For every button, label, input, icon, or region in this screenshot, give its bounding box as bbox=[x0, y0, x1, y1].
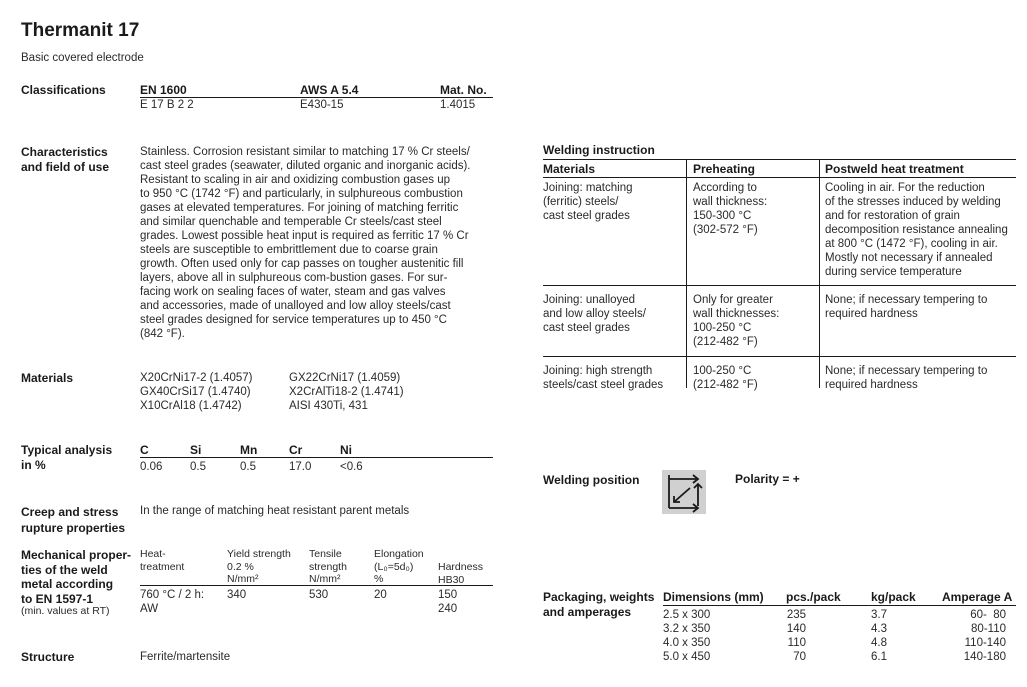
pack-row-kg: 3.7 bbox=[871, 609, 887, 621]
wi-row1-material: Joining: matching (ferritic) steels/ cast steel grades bbox=[543, 182, 633, 222]
pack-row-amp: 110-140 bbox=[964, 637, 1006, 649]
mech-head-elong: Elongation (L₀=5d₀) % bbox=[374, 548, 424, 585]
mech-row1-elong: 20 bbox=[374, 589, 387, 601]
structure-label: Structure bbox=[21, 650, 75, 664]
wi-top-rule bbox=[543, 159, 1016, 160]
pack-row-amp: 140-180 bbox=[963, 651, 1006, 663]
pack-row-pcs: 140 bbox=[786, 623, 806, 635]
mech-head-heat: Heat- treatment bbox=[140, 548, 185, 573]
wi-head-rule bbox=[543, 177, 1016, 178]
analysis-value-mn: 0.5 bbox=[240, 461, 256, 473]
wi-vrule-1 bbox=[686, 160, 687, 388]
class-matno-value: 1.4015 bbox=[440, 99, 476, 111]
pack-rule bbox=[663, 605, 1016, 606]
polarity-label: Polarity = + bbox=[735, 472, 800, 486]
creep-text: In the range of matching heat resistant parent metals bbox=[140, 505, 410, 517]
materials-label: Materials bbox=[21, 371, 74, 385]
pack-row-dims: 4.0 x 350 bbox=[663, 637, 711, 649]
pack-row-dims: 5.0 x 450 bbox=[663, 651, 711, 663]
analysis-head-mn: Mn bbox=[240, 443, 258, 457]
mechanical-note: (min. values at RT) bbox=[21, 605, 110, 617]
materials-col1: X20CrNi17-2 (1.4057) GX40CrSi17 (1.4740) X10CrAl18 (1.4742) bbox=[140, 372, 253, 412]
pack-row-pcs: 235 bbox=[786, 609, 806, 621]
creep-label: Creep and stress rupture properties bbox=[21, 505, 126, 535]
class-en-value: E 17 B 2 2 bbox=[140, 99, 194, 111]
page-title: Thermanit 17 bbox=[21, 20, 140, 41]
pack-head-amp: Amperage A bbox=[942, 590, 1013, 604]
pack-row-dims: 2.5 x 300 bbox=[663, 609, 711, 621]
wi-head-preheat: Preheating bbox=[693, 162, 756, 176]
analysis-head-cr: Cr bbox=[289, 443, 303, 457]
pack-row-dims: 3.2 x 350 bbox=[663, 623, 711, 635]
wi-row1-rule bbox=[543, 285, 1016, 286]
class-en-head: EN 1600 bbox=[140, 83, 187, 97]
wi-row3-pwht: None; if necessary tempering to required hardness bbox=[825, 365, 988, 391]
analysis-value-c: 0.06 bbox=[140, 461, 163, 473]
analysis-value-si: 0.5 bbox=[190, 461, 206, 473]
wi-head-pwht: Postweld heat treatment bbox=[825, 162, 964, 176]
wi-vrule-2 bbox=[819, 160, 820, 388]
wi-head-materials: Materials bbox=[543, 162, 596, 176]
welding-position-label: Welding position bbox=[543, 473, 640, 487]
classifications-label: Classifications bbox=[21, 83, 106, 97]
pack-head-kg: kg/pack bbox=[871, 590, 916, 604]
mech-head-tensile: Tensile strength N/mm² bbox=[309, 548, 347, 585]
wi-row1-pwht: Cooling in air. For the reduction of the stresses induced by welding and for restoration of grain decomposition resistance annealing at 800 °C (1472 °F), cooling in air. Mostly not necessary if annealed during service temperature bbox=[825, 182, 1008, 278]
wi-row2-material: Joining: unalloyed and low alloy steels/ cast steel grades bbox=[543, 294, 646, 334]
mech-rule bbox=[140, 585, 493, 586]
mechanical-label: Mechanical proper- ties of the weld metal according to EN 1597-1 bbox=[21, 548, 132, 606]
pack-row-amp: 60- 80 bbox=[970, 609, 1006, 621]
pack-row-pcs: 70 bbox=[793, 651, 806, 663]
materials-col2: GX22CrNi17 (1.4059) X2CrAlTi18-2 (1.4741) AISI 430Ti, 431 bbox=[289, 372, 404, 412]
characteristics-text: Stainless. Corrosion resistant similar to matching 17 % Cr steels/ cast steel grades (seawater, diluted organic and inorganic acids). Resistant to scaling in air and oxidizing combustion gases up to 950 °C (1742 °F) and particularly, in sulphureous combustion gases at elevated temperatures. For joining of matching ferritic and similar quenchable and temperable Cr steels/cast steel grades. Lowest possible heat input is required as ferritic 17 % Cr steels are susceptible to embrittlement due to coarse grain growth. Often used only for cap passes on tougher austenitic fill layers, above all in sulphureous com-bustion gases. For sur- facing work on sealing faces of water, steam and gas valves and accessories, made of unalloyed and low alloy steels/cast steel grades designed for service temperatures up to 450 °C (842 °F). bbox=[140, 146, 471, 340]
wi-row3-material: Joining: high strength steels/cast steel grades bbox=[543, 365, 664, 391]
welding-positions-icon bbox=[662, 470, 706, 514]
mech-row2-heat: AW bbox=[140, 603, 159, 615]
analysis-value-ni: <0.6 bbox=[340, 461, 363, 473]
class-aws-value: E430-15 bbox=[300, 99, 344, 111]
characteristics-label: Characteristics and field of use bbox=[21, 145, 110, 174]
page-subtitle: Basic covered electrode bbox=[21, 52, 144, 64]
analysis-head-c: C bbox=[140, 443, 149, 457]
mech-row2-hard: 240 bbox=[438, 603, 458, 615]
mech-row1-yield: 340 bbox=[227, 589, 247, 601]
wi-row3-preheat: 100-250 °C (212-482 °F) bbox=[693, 365, 758, 391]
mech-head-hard: Hardness HB30 bbox=[438, 561, 483, 586]
class-aws-head: AWS A 5.4 bbox=[300, 83, 359, 97]
analysis-value-cr: 17.0 bbox=[289, 461, 312, 473]
class-matno-head: Mat. No. bbox=[440, 83, 487, 97]
pack-head-pcs: pcs./pack bbox=[786, 590, 841, 604]
analysis-head-ni: Ni bbox=[340, 443, 352, 457]
mech-row1-heat: 760 °C / 2 h: bbox=[140, 589, 205, 601]
packaging-label: Packaging, weights and amperages bbox=[543, 590, 655, 619]
pack-row-kg: 4.8 bbox=[871, 637, 887, 649]
pack-row-kg: 6.1 bbox=[871, 651, 887, 663]
wi-row2-pwht: None; if necessary tempering to required hardness bbox=[825, 294, 988, 320]
pack-row-kg: 4.3 bbox=[871, 623, 887, 635]
pack-row-pcs: 110 bbox=[787, 637, 806, 649]
mech-head-yield: Yield strength 0.2 % N/mm² bbox=[227, 548, 291, 585]
pack-row-amp: 80-110 bbox=[971, 623, 1006, 635]
analysis-label: Typical analysis in % bbox=[21, 443, 113, 472]
wi-row2-preheat: Only for greater wall thicknesses: 100-250 °C (212-482 °F) bbox=[693, 294, 780, 348]
pack-head-dims: Dimensions (mm) bbox=[663, 590, 764, 604]
mech-row1-hard: 150 bbox=[438, 589, 458, 601]
wi-row1-preheat: According to wall thickness: 150-300 °C (302-572 °F) bbox=[693, 182, 768, 236]
wi-row2-rule bbox=[543, 356, 1016, 357]
welding-instruction-title: Welding instruction bbox=[543, 143, 655, 157]
analysis-rule bbox=[140, 457, 493, 458]
mech-row1-tensile: 530 bbox=[309, 589, 329, 601]
analysis-head-si: Si bbox=[190, 443, 202, 457]
structure-text: Ferrite/martensite bbox=[140, 651, 231, 663]
